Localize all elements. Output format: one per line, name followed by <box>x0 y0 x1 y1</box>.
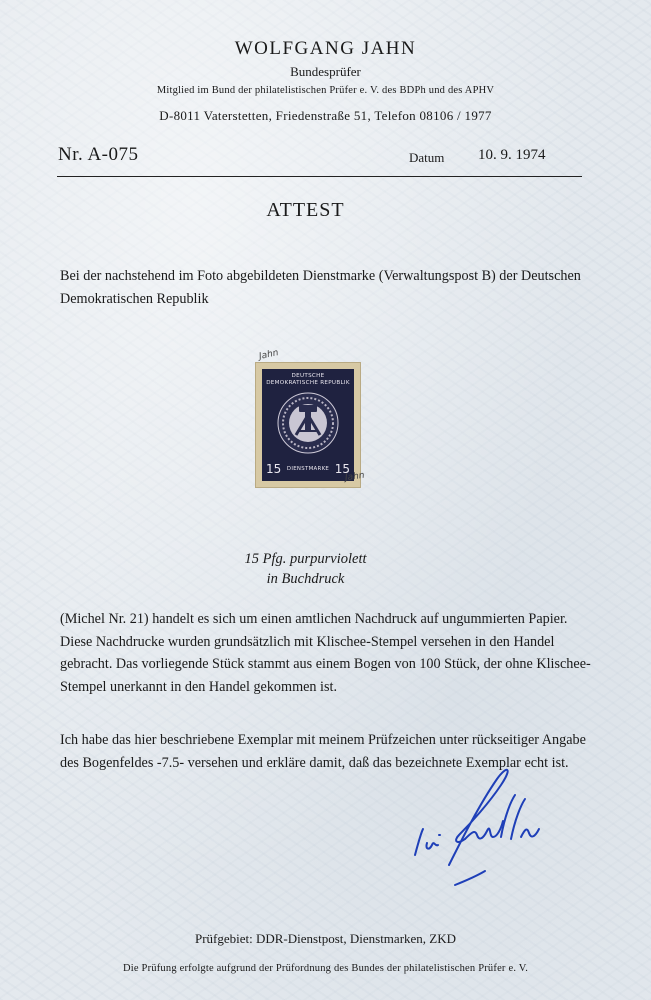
footer-note: Die Prüfung erfolgte aufgrund der Prüfordnung des Bundes der philatelistischen Prüfer e. V. <box>122 963 529 974</box>
stamp-caption-line1: 15 Pfg. purpurviolett <box>244 551 367 567</box>
stamp-caption-line2: in Buchdruck <box>266 571 345 587</box>
document-title: ATTEST <box>266 199 345 221</box>
stamp-country-text <box>262 373 354 387</box>
membership-line: Mitglied im Bund der philatelistischen Prüfer e. V. des BDPh und des APHV <box>156 85 495 96</box>
ddr-emblem-icon <box>276 391 340 455</box>
handwritten-signature <box>405 745 555 895</box>
stamp-expert-mark-bottom: Jahn <box>344 470 366 484</box>
stamp-country-line1: DEUTSCHE <box>291 373 325 379</box>
date-value: 10. 9. 1974 <box>478 147 546 163</box>
stamp-value-right: 15 <box>334 462 350 476</box>
stamp-photo <box>255 348 366 488</box>
examination-area: Prüfgebiet: DDR-Dienstpost, Dienstmarken, ZKD <box>194 931 457 946</box>
stamp-type-label: DIENSTMARKE <box>286 466 330 472</box>
statement-paragraph: Ich habe das hier beschriebene Exemplar mit meinem Prüfzeichen unter rückseitiger Angabe des Bogenfeldes -7.5- versehen und erkläre damit, daß das bezeichnete Exemplar echt ist. <box>60 732 586 771</box>
stamp-country-line2: DEMOKRATISCHE REPUBLIK <box>266 380 350 386</box>
certificate-number: Nr. A-075 <box>58 144 139 165</box>
stamp-expert-mark-top: Jahn <box>258 348 280 362</box>
intro-paragraph: Bei der nachstehend im Foto abgebildeten Dienstmarke (Verwaltungspost B) der Deutschen Demokratischen Republik <box>60 268 581 307</box>
date-label: Datum <box>409 150 445 165</box>
examiner-name: WOLFGANG JAHN <box>234 38 417 59</box>
examiner-role: Bundesprüfer <box>290 64 361 79</box>
stamp-design <box>262 369 354 481</box>
header-divider <box>57 176 582 177</box>
stamp-value-left: 15 <box>266 462 282 476</box>
address-line: D-8011 Vaterstetten, Friedenstraße 51, Telefon 08106 / 1977 <box>159 108 492 123</box>
description-paragraph: (Michel Nr. 21) handelt es sich um einen amtlichen Nachdruck auf ungummierten Papier. Diese Nachdrucke wurden grundsätzlich mit Klischee-Stempel versehen in den Handel gebracht. Das vorliegende Stück stammt aus einem Bogen von 100 Stück, der ohne Klischee-Stempel unerkannt in den Handel gekommen ist. <box>60 611 591 695</box>
